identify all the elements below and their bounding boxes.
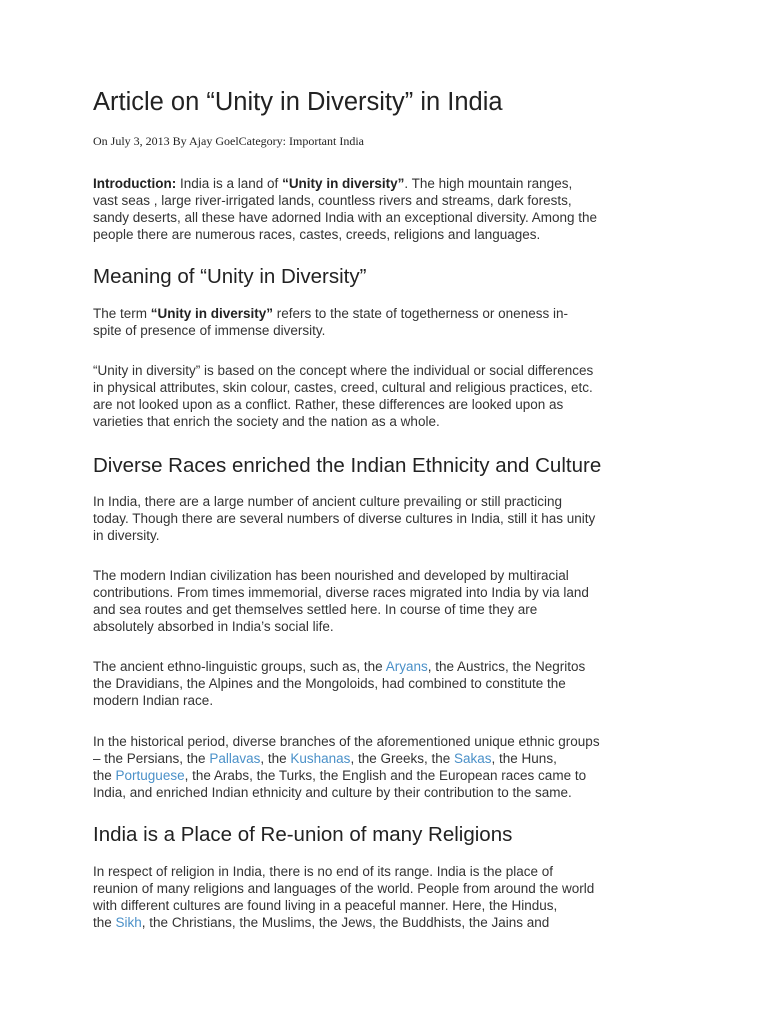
meta-category-link[interactable]: Important India [289, 134, 364, 148]
races-line: contributions. From times immemorial, diverse races migrated into India by via land [93, 585, 589, 600]
meaning-paragraph-2 [93, 362, 683, 430]
link-sikh[interactable]: Sikh [115, 915, 142, 930]
races-text: , the Austrics, the Negritos [427, 659, 586, 674]
link-kushanas[interactable]: Kushanas [290, 751, 351, 766]
religions-line: reunion of many religions and languages of the world. People from around the world [93, 881, 595, 896]
races-paragraph-1 [93, 493, 683, 544]
intro-text: India is a land of [176, 176, 283, 191]
religions-line: In respect of religion in India, there is no end of its range. India is the place of [93, 864, 554, 879]
article-title: Article on “Unity in Diversity” in India [93, 88, 503, 116]
meaning-line: in physical attributes, skin colour, castes, creed, cultural and religious practices, etc. [93, 380, 593, 395]
meaning-bold: “Unity in diversity” [150, 306, 274, 321]
meaning-text: refers to the state of togetherness or oneness in- [273, 306, 568, 321]
intro-line: people there are numerous races, castes, creeds, religions and languages. [93, 227, 541, 242]
religions-line: with different cultures are found living in a peaceful manner. Here, the Hindus, [93, 898, 558, 913]
races-line: the Dravidians, the Alpines and the Mongoloids, had combined to constitute the [93, 676, 566, 691]
races-line: today. Though there are several numbers of diverse cultures in India, still it has unity [93, 511, 596, 526]
races-text: , the Huns, [491, 751, 557, 766]
intro-text: . The high mountain ranges, [404, 176, 573, 191]
races-text: The ancient ethno-linguistic groups, such as, the [93, 659, 386, 674]
link-sakas[interactable]: Sakas [454, 751, 492, 766]
link-portuguese[interactable]: Portuguese [115, 768, 185, 783]
races-text: the [93, 768, 116, 783]
intro-label: Introduction: [93, 176, 177, 191]
heading-meaning: Meaning of “Unity in Diversity” [93, 265, 367, 288]
intro-bold: “Unity in diversity” [282, 176, 405, 191]
races-line: The modern Indian civilization has been nourished and developed by multiracial [93, 568, 569, 583]
link-aryans[interactable]: Aryans [385, 659, 428, 674]
meaning-line: varieties that enrich the society and the nation as a whole. [93, 414, 440, 429]
religions-text: the [93, 915, 116, 930]
religions-paragraph [93, 863, 683, 931]
races-line: In India, there are a large number of ancient culture prevailing or still practicing [93, 494, 562, 509]
meta-date-author: On July 3, 2013 By Ajay Goel [93, 134, 239, 148]
meaning-paragraph-1 [93, 305, 683, 339]
races-paragraph-2 [93, 567, 683, 635]
races-paragraph-3 [93, 658, 683, 709]
races-line: absolutely absorbed in India’s social life. [93, 619, 334, 634]
races-line: and sea routes and get themselves settled here. In course of time they are [93, 602, 538, 617]
heading-religions: India is a Place of Re-union of many Religions [93, 823, 513, 846]
races-line: modern Indian race. [93, 693, 214, 708]
link-pallavas[interactable]: Pallavas [209, 751, 261, 766]
races-line: In the historical period, diverse branches of the aforementioned unique ethnic groups [93, 734, 600, 749]
meaning-line: spite of presence of immense diversity. [93, 323, 326, 338]
races-paragraph-4 [93, 733, 683, 801]
heading-races: Diverse Races enriched the Indian Ethnicity and Culture [93, 454, 602, 477]
meaning-line: “Unity in diversity” is based on the concept where the individual or social differences [93, 363, 594, 378]
races-text: , the [260, 751, 291, 766]
intro-line: sandy deserts, all these have adorned India with an exceptional diversity. Among the [93, 210, 598, 225]
meaning-text: The term [93, 306, 151, 321]
meaning-line: are not looked upon as a conflict. Rather, these differences are looked upon as [93, 397, 564, 412]
races-line: India, and enriched Indian ethnicity and culture by their contribution to the same. [93, 785, 572, 800]
races-text: , the Arabs, the Turks, the English and the European races came to [184, 768, 587, 783]
religions-text: , the Christians, the Muslims, the Jews, the Buddhists, the Jains and [141, 915, 550, 930]
races-text: – the Persians, the [93, 751, 210, 766]
intro-line: vast seas , large river-irrigated lands, countless rivers and streams, dark forests, [93, 193, 572, 208]
intro-paragraph [93, 175, 683, 243]
races-text: , the Greeks, the [350, 751, 454, 766]
article-meta [93, 133, 364, 149]
races-line: in diversity. [93, 528, 160, 543]
meta-category-label: Category: [238, 134, 289, 148]
